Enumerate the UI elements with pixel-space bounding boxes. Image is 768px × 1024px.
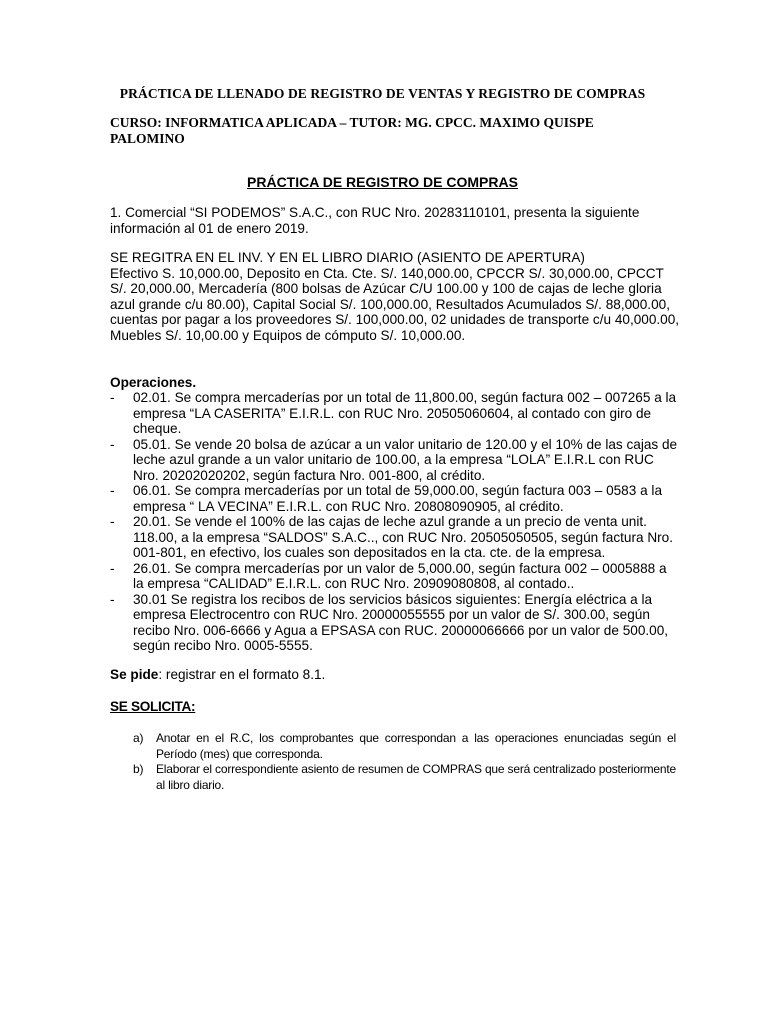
operation-item: - 26.01. Se compra mercaderías por un valor de 5,000.00, según factura 002 – 0005888 a la empresa “CALIDAD” E.I.R.L. con RUC Nro. 20909080808, al contado..: [110, 561, 680, 592]
opening-text: Efectivo S. 10,000.00, Deposito en Cta. Cte. S/. 140,000.00, CPCCR S/. 30,000.00, CPCCT S/. 20,000.00, Mercadería (800 bolsas de Azúcar C/U 100.00 y 100 de cajas de leche gloria azul grande c/u 80.00), Capital Social S/. 100,000.00, Resultados Acumulados S/. 88,000.00, cuentas por pagar a los proveedores S/. 100,000.00, 02 unidades de transporte c/u 40,000.00, Muebles S/. 10,00.00 y Equipos de cómputo S/. 10,000.00.: [110, 265, 680, 343]
operation-item: - 20.01. Se vende el 100% de las cajas de leche azul grande a un precio de venta unit. 118.00, a la empresa “SALDOS” S.A.C.., con RUC Nro. 20505050505, según factura Nro. 001-801, en efectivo, los cuales son depositados en la cta. cte. de la empresa.: [110, 514, 680, 561]
operation-item: - 05.01. Se vende 20 bolsa de azúcar a un valor unitario de 120.00 y el 10% de las cajas de leche azul grande a un valor unitario de 100.00, a la empresa “LOLA” E.I.R.L con RUC Nro. 20202020202, según factura Nro. 001-800, al crédito.: [110, 437, 680, 484]
document-title: PRÁCTICA DE LLENADO DE REGISTRO DE VENTAS Y REGISTRO DE COMPRAS: [119, 86, 646, 101]
task-text: Elaborar el correspondiente asiento de resumen de COMPRAS que será centralizado posteriormente al libro diario.: [156, 762, 676, 792]
course-tutor-line: CURSO: INFORMATICA APLICADA – TUTOR: MG. CPCC. MAXIMO QUISPE PALOMINO: [110, 115, 594, 146]
opening-heading: SE REGITRA EN EL INV. Y EN EL LIBRO DIARIO (ASIENTO DE APERTURA): [110, 250, 585, 265]
se-solicita-heading: SE SOLICITA:: [110, 699, 196, 714]
task-text: Anotar en el R.C, los comprobantes que correspondan a las operaciones enunciadas según el Período (mes) que corresponda.: [156, 731, 676, 761]
se-pide-text: : registrar en el formato 8.1.: [158, 667, 326, 682]
operation-item: - 06.01. Se compra mercaderías por un total de 59,000.00, según factura 003 – 0583 a la empresa “ LA VECINA” E.I.R.L. con RUC Nro. 20808090905, al crédito.: [110, 483, 680, 514]
se-pide-label: Se pide: [110, 667, 159, 682]
operation-item: - 30.01 Se registra los recibos de los servicios básicos siguientes: Energía eléctrica a la empresa Electrocentro con RUC Nro. 20000055555 por un valor de S/. 300.00, según recibo Nro. 006-6666 y Agua a EPSASA con RUC. 20000066666 por un valor de 500.00, según recibo Nro. 0005-5555.: [110, 592, 680, 654]
se-pide-line: [110, 667, 325, 682]
opening-entry-block: [110, 250, 680, 343]
operation-item: - 02.01. Se compra mercaderías por un total de 11,800.00, según factura 002 – 007265 a la empresa “LA CASERITA” E.I.R.L. con RUC Nro. 20505060604, al contado con giro de cheque.: [110, 390, 680, 437]
operations-list: [110, 390, 680, 654]
operations-heading: Operaciones.: [110, 375, 197, 390]
task-list: [133, 731, 676, 793]
section-title: PRÁCTICA DE REGISTRO DE COMPRAS: [247, 174, 518, 190]
task-marker: a): [133, 731, 144, 745]
task-item: [133, 762, 676, 793]
task-marker: b): [133, 762, 144, 776]
company-intro: 1. Comercial “SI PODEMOS” S.A.C., con RUC Nro. 20283110101, presenta la siguiente información al 01 de enero 2019.: [110, 205, 640, 236]
task-item: [133, 731, 676, 762]
